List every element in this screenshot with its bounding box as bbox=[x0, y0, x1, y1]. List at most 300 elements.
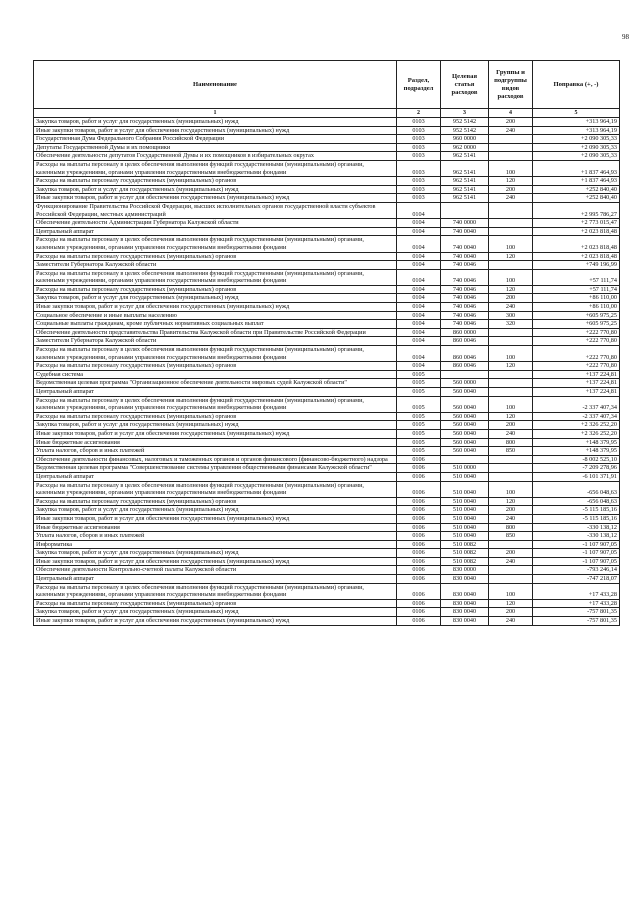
cell-name: Расходы на выплаты персоналу государственных (муниципальных) органов bbox=[34, 412, 397, 421]
cell-name: Расходы на выплаты персоналу в целях обеспечения выполнения функций государственными (муниципальными) органами, казенными учреждениями, органами управления государственными внебюджетными фондами bbox=[34, 583, 397, 599]
header-expense-group: Группы и подгруппы видов расходов bbox=[489, 61, 533, 109]
cell-name: Расходы на выплаты персоналу в целях обеспечения выполнения функций государственными (муниципальными) органами, казенными учреждениями, органами управления государственными внебюджетными фондами bbox=[34, 481, 397, 497]
cell-name: Центральный аппарат bbox=[34, 227, 397, 236]
cell-expense-group: 100 bbox=[489, 160, 533, 176]
cell-amendment: -5 115 185,16 bbox=[533, 506, 620, 515]
cell-expense-group: 850 bbox=[489, 447, 533, 456]
table-row bbox=[34, 575, 620, 584]
cell-target-article bbox=[441, 370, 489, 379]
cell-section: 0106 bbox=[397, 540, 441, 549]
header-amendment: Поправка (+, -) bbox=[533, 61, 620, 109]
cell-section: 0105 bbox=[397, 370, 441, 379]
cell-target-article: 962 5141 bbox=[441, 160, 489, 176]
cell-target-article: 830 0040 bbox=[441, 575, 489, 584]
cell-target-article: 740 0046 bbox=[441, 261, 489, 270]
table-row bbox=[34, 429, 620, 438]
table-row bbox=[34, 328, 620, 337]
cell-amendment: +2 995 786,27 bbox=[533, 202, 620, 218]
cell-expense-group: 100 bbox=[489, 481, 533, 497]
cell-amendment: -757 801,35 bbox=[533, 608, 620, 617]
cell-expense-group: 240 bbox=[489, 557, 533, 566]
cell-section: 0105 bbox=[397, 421, 441, 430]
cell-expense-group: 200 bbox=[489, 294, 533, 303]
cell-target-article: 952 5142 bbox=[441, 118, 489, 127]
cell-name: Иные закупки товаров, работ и услуг для обеспечения государственных (муниципальных) нужд bbox=[34, 514, 397, 523]
cell-name: Закупка товаров, работ и услуг для государственных (муниципальных) нужд bbox=[34, 421, 397, 430]
table-row bbox=[34, 252, 620, 261]
cell-expense-group: 100 bbox=[489, 346, 533, 362]
cell-expense-group: 300 bbox=[489, 311, 533, 320]
cell-section: 0106 bbox=[397, 472, 441, 481]
cell-target-article: 740 0046 bbox=[441, 285, 489, 294]
cell-name: Обеспечение деятельности Контрольно-счетной палаты Калужской области bbox=[34, 566, 397, 575]
cell-section: 0105 bbox=[397, 379, 441, 388]
page-number: 98 bbox=[622, 33, 629, 41]
header-name: Наименование bbox=[34, 61, 397, 109]
cell-target-article: 962 5141 bbox=[441, 152, 489, 161]
cell-name: Иные закупки товаров, работ и услуг для обеспечения государственных (муниципальных) нужд bbox=[34, 557, 397, 566]
cell-target-article: 962 5141 bbox=[441, 194, 489, 203]
cell-section: 0103 bbox=[397, 194, 441, 203]
cell-target-article: 830 0040 bbox=[441, 608, 489, 617]
cell-section: 0103 bbox=[397, 152, 441, 161]
cell-amendment: +86 110,00 bbox=[533, 303, 620, 312]
cell-section: 0106 bbox=[397, 523, 441, 532]
cell-target-article: 740 0046 bbox=[441, 311, 489, 320]
cell-name: Уплата налогов, сборов и иных платежей bbox=[34, 532, 397, 541]
cell-amendment: -330 138,12 bbox=[533, 523, 620, 532]
cell-target-article: 962 0000 bbox=[441, 143, 489, 152]
cell-expense-group: 200 bbox=[489, 118, 533, 127]
cell-amendment: -757 801,35 bbox=[533, 617, 620, 626]
cell-target-article: 510 0040 bbox=[441, 481, 489, 497]
cell-expense-group: 200 bbox=[489, 506, 533, 515]
cell-section: 0104 bbox=[397, 311, 441, 320]
cell-target-article: 962 5141 bbox=[441, 177, 489, 186]
cell-target-article: 740 0046 bbox=[441, 320, 489, 329]
cell-name: Иные бюджетные ассигнования bbox=[34, 523, 397, 532]
cell-amendment: +2 090 305,33 bbox=[533, 152, 620, 161]
cell-section: 0103 bbox=[397, 177, 441, 186]
cell-name: Закупка товаров, работ и услуг для государственных (муниципальных) нужд bbox=[34, 549, 397, 558]
cell-name: Иные закупки товаров, работ и услуг для обеспечения государственных (муниципальных) нужд bbox=[34, 194, 397, 203]
cell-amendment: +222 770,80 bbox=[533, 362, 620, 371]
table-row bbox=[34, 261, 620, 270]
cell-amendment: +1 837 464,93 bbox=[533, 160, 620, 176]
cell-amendment: +1 837 464,93 bbox=[533, 177, 620, 186]
table-row bbox=[34, 514, 620, 523]
cell-section: 0105 bbox=[397, 388, 441, 397]
cell-section: 0103 bbox=[397, 135, 441, 144]
cell-name: Обеспечение деятельности депутатов Государственной Думы и их помощников в избирательных округах bbox=[34, 152, 397, 161]
cell-expense-group: 120 bbox=[489, 252, 533, 261]
cell-name: Закупка товаров, работ и услуг для государственных (муниципальных) нужд bbox=[34, 294, 397, 303]
cell-amendment: +17 433,28 bbox=[533, 583, 620, 599]
cell-name: Иные закупки товаров, работ и услуг для обеспечения государственных (муниципальных) нужд bbox=[34, 303, 397, 312]
cell-expense-group: 120 bbox=[489, 177, 533, 186]
cell-name: Депутаты Государственной Думы и их помощники bbox=[34, 143, 397, 152]
table-row bbox=[34, 177, 620, 186]
table-row bbox=[34, 135, 620, 144]
cell-section: 0104 bbox=[397, 337, 441, 346]
cell-expense-group: 100 bbox=[489, 583, 533, 599]
cell-name: Центральный аппарат bbox=[34, 388, 397, 397]
cell-amendment: +313 964,19 bbox=[533, 118, 620, 127]
cell-amendment: +137 224,81 bbox=[533, 388, 620, 397]
cell-target-article: 560 0040 bbox=[441, 388, 489, 397]
cell-name: Расходы на выплаты персоналу государственных (муниципальных) органов bbox=[34, 362, 397, 371]
cell-amendment: +313 964,19 bbox=[533, 126, 620, 135]
cell-amendment: -5 115 185,16 bbox=[533, 514, 620, 523]
cell-expense-group: 800 bbox=[489, 523, 533, 532]
cell-target-article: 560 0000 bbox=[441, 379, 489, 388]
cell-expense-group bbox=[489, 575, 533, 584]
cell-amendment: -6 101 371,91 bbox=[533, 472, 620, 481]
table-row bbox=[34, 285, 620, 294]
col-number: 3 bbox=[441, 109, 489, 118]
cell-target-article: 510 0040 bbox=[441, 523, 489, 532]
cell-section: 0103 bbox=[397, 118, 441, 127]
budget-amendments-table bbox=[33, 60, 620, 626]
table-row bbox=[34, 523, 620, 532]
cell-target-article bbox=[441, 202, 489, 218]
cell-name: Расходы на выплаты персоналу государственных (муниципальных) органов bbox=[34, 599, 397, 608]
cell-amendment: -8 002 525,10 bbox=[533, 455, 620, 464]
cell-section: 0103 bbox=[397, 160, 441, 176]
cell-expense-group bbox=[489, 328, 533, 337]
column-number-row bbox=[34, 109, 620, 118]
col-number: 2 bbox=[397, 109, 441, 118]
cell-name: Судебная система bbox=[34, 370, 397, 379]
cell-name: Закупка товаров, работ и услуг для государственных (муниципальных) нужд bbox=[34, 608, 397, 617]
cell-section: 0105 bbox=[397, 438, 441, 447]
cell-amendment: +137 224,81 bbox=[533, 379, 620, 388]
table-row bbox=[34, 269, 620, 285]
cell-amendment: +2 023 818,48 bbox=[533, 236, 620, 252]
cell-name: Социальное обеспечение и иные выплаты населению bbox=[34, 311, 397, 320]
cell-target-article: 510 0082 bbox=[441, 549, 489, 558]
cell-amendment: +2 326 252,20 bbox=[533, 429, 620, 438]
table-row bbox=[34, 566, 620, 575]
cell-amendment: +252 840,40 bbox=[533, 194, 620, 203]
cell-name: Расходы на выплаты персоналу в целях обеспечения выполнения функций государственными (муниципальными) органами, казенными учреждениями, органами управления государственными внебюджетными фондами bbox=[34, 236, 397, 252]
cell-target-article: 740 0040 bbox=[441, 227, 489, 236]
cell-name: Заместители Губернатора Калужской области bbox=[34, 337, 397, 346]
cell-target-article: 830 0000 bbox=[441, 566, 489, 575]
cell-name: Иные закупки товаров, работ и услуг для обеспечения государственных (муниципальных) нужд bbox=[34, 429, 397, 438]
cell-name: Государственная Дума Федерального Собрания Российской Федерации bbox=[34, 135, 397, 144]
cell-expense-group bbox=[489, 370, 533, 379]
table-row bbox=[34, 438, 620, 447]
cell-amendment: +148 379,95 bbox=[533, 447, 620, 456]
cell-target-article: 510 0040 bbox=[441, 532, 489, 541]
cell-target-article: 740 0040 bbox=[441, 252, 489, 261]
cell-section: 0106 bbox=[397, 583, 441, 599]
cell-section: 0104 bbox=[397, 320, 441, 329]
table-row bbox=[34, 379, 620, 388]
table-row bbox=[34, 455, 620, 464]
cell-expense-group: 320 bbox=[489, 320, 533, 329]
cell-target-article: 830 0040 bbox=[441, 583, 489, 599]
cell-expense-group bbox=[489, 219, 533, 228]
cell-name: Уплата налогов, сборов и иных платежей bbox=[34, 447, 397, 456]
cell-amendment: +2 090 305,33 bbox=[533, 135, 620, 144]
cell-name: Ведомственная целевая программа "Совершенствование системы управления общественными финансами Калужской области" bbox=[34, 464, 397, 473]
cell-name: Иные бюджетные ассигнования bbox=[34, 438, 397, 447]
cell-target-article: 560 0040 bbox=[441, 438, 489, 447]
cell-section: 0105 bbox=[397, 396, 441, 412]
cell-expense-group: 200 bbox=[489, 421, 533, 430]
cell-amendment: -1 107 907,05 bbox=[533, 557, 620, 566]
cell-target-article: 860 0046 bbox=[441, 337, 489, 346]
cell-amendment: -656 048,63 bbox=[533, 481, 620, 497]
cell-expense-group: 200 bbox=[489, 608, 533, 617]
col-number: 1 bbox=[34, 109, 397, 118]
cell-amendment: +2 326 252,20 bbox=[533, 421, 620, 430]
cell-target-article: 510 0000 bbox=[441, 464, 489, 473]
cell-section: 0103 bbox=[397, 126, 441, 135]
cell-section: 0106 bbox=[397, 617, 441, 626]
cell-section: 0104 bbox=[397, 346, 441, 362]
cell-amendment: -2 337 407,34 bbox=[533, 396, 620, 412]
table-row bbox=[34, 464, 620, 473]
table-row bbox=[34, 370, 620, 379]
cell-expense-group: 240 bbox=[489, 514, 533, 523]
cell-amendment: +605 975,25 bbox=[533, 320, 620, 329]
cell-amendment: +2 023 818,48 bbox=[533, 227, 620, 236]
cell-section: 0106 bbox=[397, 532, 441, 541]
cell-expense-group: 200 bbox=[489, 185, 533, 194]
table-row bbox=[34, 236, 620, 252]
cell-amendment: +749 196,99 bbox=[533, 261, 620, 270]
cell-amendment: +137 224,81 bbox=[533, 370, 620, 379]
cell-amendment: +57 111,74 bbox=[533, 285, 620, 294]
cell-target-article: 740 0000 bbox=[441, 219, 489, 228]
cell-expense-group: 240 bbox=[489, 303, 533, 312]
cell-expense-group: 100 bbox=[489, 236, 533, 252]
cell-target-article: 860 0000 bbox=[441, 328, 489, 337]
cell-name: Центральный аппарат bbox=[34, 575, 397, 584]
cell-name: Центральный аппарат bbox=[34, 472, 397, 481]
cell-target-article: 830 0040 bbox=[441, 599, 489, 608]
cell-target-article: 860 0046 bbox=[441, 362, 489, 371]
cell-expense-group bbox=[489, 379, 533, 388]
cell-expense-group bbox=[489, 135, 533, 144]
cell-name: Иные закупки товаров, работ и услуг для обеспечения государственных (муниципальных) нужд bbox=[34, 617, 397, 626]
cell-section: 0103 bbox=[397, 185, 441, 194]
table-body bbox=[34, 118, 620, 626]
table-row bbox=[34, 532, 620, 541]
cell-amendment: +148 379,95 bbox=[533, 438, 620, 447]
cell-name: Расходы на выплаты персоналу в целях обеспечения выполнения функций государственными (муниципальными) органами, казенными учреждениями, органами управления государственными внебюджетными фондами bbox=[34, 396, 397, 412]
cell-target-article: 510 0040 bbox=[441, 472, 489, 481]
cell-section: 0106 bbox=[397, 557, 441, 566]
cell-target-article: 510 0040 bbox=[441, 497, 489, 506]
cell-section: 0106 bbox=[397, 497, 441, 506]
cell-section: 0104 bbox=[397, 219, 441, 228]
cell-expense-group bbox=[489, 455, 533, 464]
table-row bbox=[34, 294, 620, 303]
cell-target-article: 510 0040 bbox=[441, 514, 489, 523]
cell-target-article: 560 0040 bbox=[441, 447, 489, 456]
cell-amendment: +222 770,80 bbox=[533, 328, 620, 337]
cell-amendment: +2 773 015,47 bbox=[533, 219, 620, 228]
table-row bbox=[34, 396, 620, 412]
cell-expense-group bbox=[489, 152, 533, 161]
table-row bbox=[34, 540, 620, 549]
cell-expense-group: 120 bbox=[489, 497, 533, 506]
cell-name: Закупка товаров, работ и услуг для государственных (муниципальных) нужд bbox=[34, 506, 397, 515]
cell-section: 0106 bbox=[397, 506, 441, 515]
cell-section: 0104 bbox=[397, 261, 441, 270]
cell-amendment: -2 337 407,34 bbox=[533, 412, 620, 421]
table-row bbox=[34, 143, 620, 152]
table-header-row bbox=[34, 61, 620, 109]
cell-section: 0105 bbox=[397, 412, 441, 421]
table-row bbox=[34, 118, 620, 127]
table-row bbox=[34, 194, 620, 203]
cell-name: Расходы на выплаты персоналу в целях обеспечения выполнения функций государственными (муниципальными) органами, казенными учреждениями, органами управления государственными внебюджетными фондами bbox=[34, 269, 397, 285]
table-row bbox=[34, 617, 620, 626]
cell-target-article: 860 0046 bbox=[441, 346, 489, 362]
cell-section: 0105 bbox=[397, 429, 441, 438]
cell-section: 0104 bbox=[397, 252, 441, 261]
cell-name: Расходы на выплаты персоналу государственных (муниципальных) органов bbox=[34, 252, 397, 261]
cell-amendment: +252 840,40 bbox=[533, 185, 620, 194]
table-row bbox=[34, 362, 620, 371]
table-row bbox=[34, 202, 620, 218]
cell-name: Расходы на выплаты персоналу в целях обеспечения выполнения функций государственными (муниципальными) органами, казенными учреждениями, органами управления государственными внебюджетными фондами bbox=[34, 160, 397, 176]
cell-target-article: 560 0040 bbox=[441, 429, 489, 438]
cell-name: Заместители Губернатора Калужской области bbox=[34, 261, 397, 270]
cell-expense-group bbox=[489, 143, 533, 152]
cell-section: 0103 bbox=[397, 143, 441, 152]
cell-section: 0104 bbox=[397, 269, 441, 285]
cell-section: 0106 bbox=[397, 575, 441, 584]
table-row bbox=[34, 472, 620, 481]
cell-name: Ведомственная целевая программа "Организационное обеспечение деятельности мировых судей Калужской области" bbox=[34, 379, 397, 388]
table-row bbox=[34, 608, 620, 617]
table-row bbox=[34, 481, 620, 497]
cell-expense-group bbox=[489, 388, 533, 397]
cell-amendment: +86 110,00 bbox=[533, 294, 620, 303]
cell-amendment: -747 218,07 bbox=[533, 575, 620, 584]
cell-amendment: -1 107 907,05 bbox=[533, 549, 620, 558]
table-row bbox=[34, 599, 620, 608]
cell-section: 0104 bbox=[397, 236, 441, 252]
col-number: 5 bbox=[533, 109, 620, 118]
cell-name: Информатика bbox=[34, 540, 397, 549]
table-row bbox=[34, 557, 620, 566]
table-row bbox=[34, 506, 620, 515]
table-row bbox=[34, 160, 620, 176]
cell-name: Расходы на выплаты персоналу в целях обеспечения выполнения функций государственными (муниципальными) органами, казенными учреждениями, органами управления государственными внебюджетными фондами bbox=[34, 346, 397, 362]
table-row bbox=[34, 549, 620, 558]
cell-target-article bbox=[441, 455, 489, 464]
cell-expense-group: 240 bbox=[489, 617, 533, 626]
cell-amendment: -1 107 907,05 bbox=[533, 540, 620, 549]
cell-expense-group: 100 bbox=[489, 396, 533, 412]
cell-section: 0106 bbox=[397, 566, 441, 575]
cell-expense-group: 100 bbox=[489, 269, 533, 285]
cell-section: 0106 bbox=[397, 599, 441, 608]
cell-expense-group bbox=[489, 472, 533, 481]
cell-target-article: 962 5141 bbox=[441, 185, 489, 194]
cell-target-article: 510 0040 bbox=[441, 506, 489, 515]
cell-name: Функционирование Правительства Российской Федерации, высших исполнительных органов государственной власти субъектов Российской Федерации, местных администраций bbox=[34, 202, 397, 218]
table-row bbox=[34, 337, 620, 346]
cell-target-article: 560 0040 bbox=[441, 396, 489, 412]
table-row bbox=[34, 320, 620, 329]
cell-name: Расходы на выплаты персоналу государственных (муниципальных) органов bbox=[34, 497, 397, 506]
table-row bbox=[34, 126, 620, 135]
cell-target-article: 740 0046 bbox=[441, 303, 489, 312]
cell-expense-group bbox=[489, 464, 533, 473]
cell-name: Обеспечение деятельности финансовых, налоговых и таможенных органов и органов финансового (финансово-бюджетного) надзора bbox=[34, 455, 397, 464]
cell-section: 0105 bbox=[397, 447, 441, 456]
cell-target-article: 952 5142 bbox=[441, 126, 489, 135]
cell-expense-group bbox=[489, 261, 533, 270]
cell-section: 0106 bbox=[397, 481, 441, 497]
cell-expense-group: 800 bbox=[489, 438, 533, 447]
table-row bbox=[34, 152, 620, 161]
cell-section: 0106 bbox=[397, 549, 441, 558]
cell-target-article: 560 0040 bbox=[441, 421, 489, 430]
cell-expense-group: 120 bbox=[489, 599, 533, 608]
cell-section: 0104 bbox=[397, 294, 441, 303]
cell-section: 0104 bbox=[397, 303, 441, 312]
cell-amendment: -7 209 278,96 bbox=[533, 464, 620, 473]
cell-section: 0104 bbox=[397, 362, 441, 371]
cell-amendment: +17 433,28 bbox=[533, 599, 620, 608]
cell-target-article: 740 0040 bbox=[441, 236, 489, 252]
cell-name: Расходы на выплаты персоналу государственных (муниципальных) органов bbox=[34, 177, 397, 186]
header-target-article: Целевая статья расходов bbox=[441, 61, 489, 109]
cell-amendment: +2 023 818,48 bbox=[533, 252, 620, 261]
cell-section: 0106 bbox=[397, 464, 441, 473]
table-row bbox=[34, 303, 620, 312]
cell-amendment: +222 770,80 bbox=[533, 346, 620, 362]
cell-expense-group bbox=[489, 540, 533, 549]
cell-section: 0106 bbox=[397, 608, 441, 617]
cell-expense-group: 200 bbox=[489, 549, 533, 558]
cell-expense-group: 240 bbox=[489, 429, 533, 438]
cell-section: 0104 bbox=[397, 202, 441, 218]
cell-section: 0104 bbox=[397, 328, 441, 337]
cell-amendment: -656 048,63 bbox=[533, 497, 620, 506]
cell-target-article: 560 0040 bbox=[441, 412, 489, 421]
table-row bbox=[34, 447, 620, 456]
cell-expense-group bbox=[489, 227, 533, 236]
cell-section: 0106 bbox=[397, 455, 441, 464]
cell-amendment: +57 111,74 bbox=[533, 269, 620, 285]
cell-expense-group bbox=[489, 566, 533, 575]
table-row bbox=[34, 227, 620, 236]
cell-section: 0106 bbox=[397, 514, 441, 523]
cell-amendment: -793 246,14 bbox=[533, 566, 620, 575]
cell-amendment: +222 770,80 bbox=[533, 337, 620, 346]
cell-name: Социальные выплаты гражданам, кроме публичных нормативных социальных выплат bbox=[34, 320, 397, 329]
table-row bbox=[34, 497, 620, 506]
table-row bbox=[34, 412, 620, 421]
cell-target-article: 740 0046 bbox=[441, 269, 489, 285]
table-row bbox=[34, 311, 620, 320]
cell-name: Иные закупки товаров, работ и услуг для обеспечения государственных (муниципальных) нужд bbox=[34, 126, 397, 135]
table-row bbox=[34, 583, 620, 599]
cell-amendment: +2 090 305,33 bbox=[533, 143, 620, 152]
cell-name: Обеспечение деятельности представительства Правительства Калужской области при Правительстве Российской Федерации bbox=[34, 328, 397, 337]
cell-target-article: 510 0082 bbox=[441, 557, 489, 566]
